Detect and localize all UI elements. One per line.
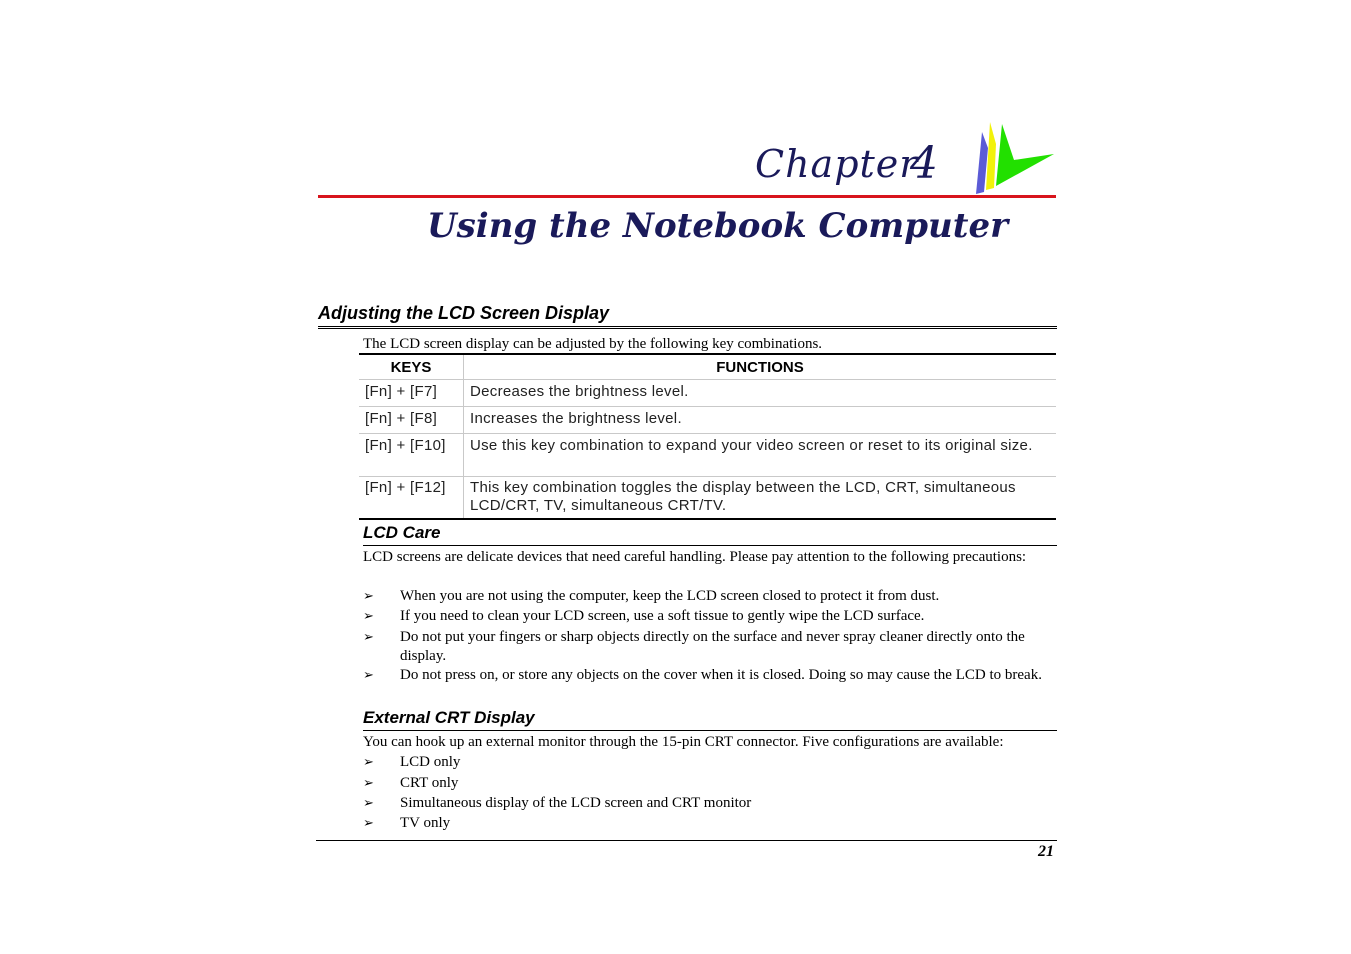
- table-row: [359, 407, 1056, 434]
- logo-blue-stripe: [976, 132, 988, 194]
- section-intro: The LCD screen display can be adjusted by the following key combinations.: [363, 336, 823, 352]
- logo-green-wing: [996, 124, 1054, 186]
- footer-rule: [316, 840, 1057, 841]
- chapter-title: Using the Notebook Computer: [426, 206, 1008, 246]
- chapter-logo-icon: [970, 120, 1060, 198]
- table-row: [359, 380, 1056, 407]
- functions-column-header: FUNCTIONS: [464, 355, 1057, 380]
- page-number: 21: [1038, 843, 1054, 860]
- table-header-row: [359, 355, 1056, 380]
- function-cell: Decreases the brightness level.: [464, 380, 1057, 407]
- key-functions-table: [359, 355, 1056, 520]
- external-crt-rule: [363, 730, 1057, 731]
- external-crt-heading: External CRT Display: [363, 708, 535, 727]
- chapter-label: Chapter: [755, 142, 919, 186]
- table-row: [359, 434, 1056, 477]
- list-item-text: Do not press on, or store any objects on the cover when it is closed. Doing so may cause the LCD to break.: [400, 667, 1042, 683]
- logo-yellow-stripe: [986, 122, 996, 190]
- arrow-bullet-icon: ➢: [363, 589, 374, 604]
- list-item-text: TV only: [400, 815, 451, 831]
- key-cell: [Fn] + [F7]: [359, 380, 464, 407]
- function-cell: Use this key combination to expand your video screen or reset to its original size.: [464, 434, 1057, 477]
- list-item-text: Simultaneous display of the LCD screen and CRT monitor: [400, 795, 752, 811]
- key-cell: [Fn] + [F10]: [359, 434, 464, 477]
- arrow-bullet-icon: ➢: [363, 816, 374, 831]
- arrow-bullet-icon: ➢: [363, 609, 374, 624]
- arrow-bullet-icon: ➢: [363, 755, 374, 770]
- arrow-bullet-icon: ➢: [363, 630, 374, 645]
- list-item-text: LCD only: [400, 754, 461, 770]
- lcd-care-intro: LCD screens are delicate devices that need careful handling. Please pay attention to the following precautions:: [363, 549, 1027, 565]
- section-heading-rule: [318, 326, 1057, 329]
- key-cell: [Fn] + [F12]: [359, 477, 464, 520]
- list-item-text: If you need to clean your LCD screen, use a soft tissue to gently wipe the LCD surface.: [400, 608, 925, 624]
- list-item-text: Do not put your fingers or sharp objects directly on the surface and never spray cleaner directly onto the display.: [400, 629, 1025, 664]
- chapter-number: 4: [910, 138, 938, 189]
- arrow-bullet-icon: ➢: [363, 776, 374, 791]
- list-item-text: CRT only: [400, 775, 459, 791]
- function-cell: This key combination toggles the display between the LCD, CRT, simultaneous LCD/CRT, TV, simultaneous CRT/TV.: [464, 477, 1057, 520]
- lcd-care-rule: [363, 545, 1057, 546]
- lcd-care-heading: LCD Care: [363, 523, 441, 542]
- section-heading: Adjusting the LCD Screen Display: [318, 303, 610, 323]
- chapter-rule: [318, 195, 1056, 198]
- arrow-bullet-icon: ➢: [363, 796, 374, 811]
- key-cell: [Fn] + [F8]: [359, 407, 464, 434]
- function-cell: Increases the brightness level.: [464, 407, 1057, 434]
- keys-column-header: KEYS: [359, 355, 464, 380]
- list-item-text: When you are not using the computer, keep the LCD screen closed to protect it from dust.: [400, 588, 940, 604]
- table-row: [359, 477, 1056, 520]
- external-crt-intro: You can hook up an external monitor through the 15-pin CRT connector. Five configurations are available:: [363, 734, 1004, 750]
- arrow-bullet-icon: ➢: [363, 668, 374, 683]
